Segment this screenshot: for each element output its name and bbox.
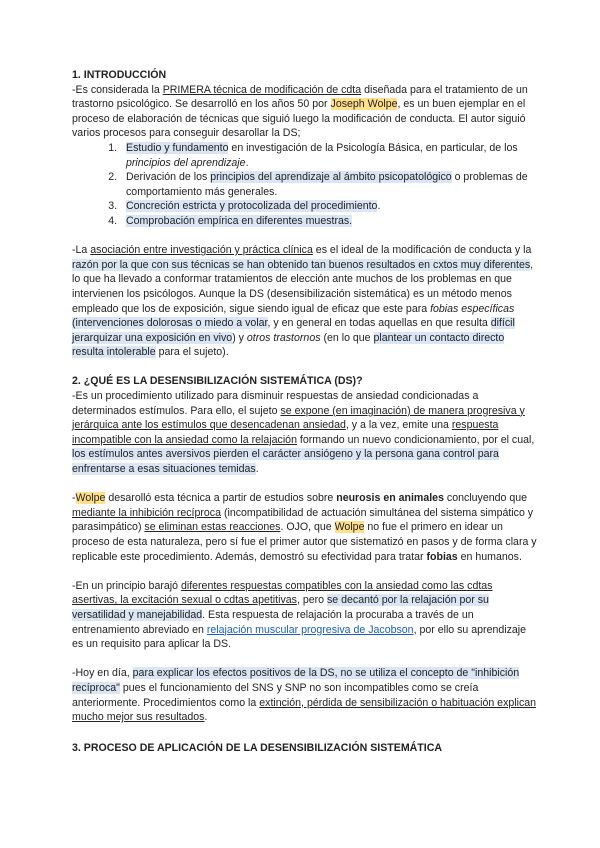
underlined-text: respuesta incompatible con la ansiedad como la relajación <box>72 419 499 446</box>
highlighted-text: Estudio y fundamento <box>126 141 229 154</box>
text: formando un nuevo condicionamiento, por el cual, <box>296 433 535 446</box>
highlighted-text: los estímulos antes aversivos pierden el carácter ansiógeno y la persona gana control para enfrentarse a esas situaciones temidas <box>72 448 499 476</box>
text: -La <box>72 244 91 257</box>
highlighted-text: Concreción estricta y protocolizada del procedimiento <box>126 200 378 213</box>
text: para el sujeto). <box>155 346 229 359</box>
text: . Esta respuesta de relajación la procuraba a través de un entrenamiento abreviado en <box>72 608 474 636</box>
paragraph <box>72 666 538 724</box>
bold-text: neurosis en animales <box>336 492 444 505</box>
highlighted-name: Wolpe <box>334 521 365 534</box>
text: en humanos. <box>457 550 522 563</box>
highlighted-name: Wolpe <box>75 492 106 505</box>
underlined-text: PRIMERA técnica de modificación de cdta <box>162 83 362 96</box>
text: en investigación de la Psicología Básica, en particular, de los <box>228 141 518 154</box>
text: , es un buen ejemplar en el proceso de elaboración de técnicas que siguió luego la modificación de conducta. El autor siguió varios procesos para conseguir desarollar la DS; <box>72 98 526 140</box>
jacobson-link[interactable]: relajación muscular progresiva de Jacobson <box>206 623 414 636</box>
underlined-text: se eliminan estas reacciones <box>144 521 281 534</box>
text: diseñada para el tratamiento de un trastorno psicológico. Se desarrolló en los años 50 por <box>72 83 528 111</box>
section-1-heading: 1. INTRODUCCIÓN <box>72 69 167 81</box>
italic-text: principios del aprendizaje <box>126 156 246 169</box>
list-item <box>120 141 538 170</box>
underlined-text: diferentes respuestas compatibles con la ansiedad como las cdtas asertivas, la excitación sexual o cdtas apetitivas <box>72 579 493 607</box>
bold-text: fobias <box>426 550 458 563</box>
paragraph <box>72 243 538 360</box>
highlighted-name: Joseph Wolpe <box>330 98 398 111</box>
underlined-text: asociación entre investigación y práctica clínica <box>90 244 313 257</box>
text: , lo que ha llevado a conformar tratamientos de elección ante muchos de los problemas en que intervienen los psicólogos. Aunque la DS (desensibilización sistemática) es un método menos empleado que los de exposición, sigue siendo igual de eficaz que este para <box>72 258 534 315</box>
paragraph <box>72 491 538 564</box>
text: pues el funcionamiento del SNS y SNP no son incompatibles como se creía anteriormente. Procedimientos como la <box>72 681 479 709</box>
intro-paragraph <box>72 83 538 141</box>
highlighted-text: principios del aprendizaje al ámbito psicopatológico <box>210 171 452 184</box>
text: no fue el primero en idear un proceso de esta naturaleza, pero sí fue el primer autor que sistematizó en pasos y de forma clara y replicable este procedimiento. Además, demostró su efectividad para tratar <box>72 521 537 563</box>
highlighted-text: difícil jerarquizar una exposición en vivo <box>72 317 515 344</box>
paragraph <box>72 579 538 652</box>
highlighted-text: razón por la que con sus técnicas se han obtenido tan buenos resultados en cxtos muy diferentes <box>72 258 531 271</box>
text: (en lo que <box>320 331 374 344</box>
text: desarolló esta técnica a partir de estudios sobre <box>105 492 337 505</box>
highlighted-text: para explicar los efectos positivos de la DS, no se utiliza el concepto de "inhibición recíproca" <box>72 667 520 694</box>
text: concluyendo que <box>443 492 528 505</box>
text: , por ello su aprendizaje es un requisito para aplicar la DS. <box>72 623 527 651</box>
text: . <box>204 711 208 724</box>
underlined-text: se expone (en imaginación) de manera progresiva y jerárquica ante los estímulos que desencadenan ansiedad <box>72 404 525 432</box>
highlighted-text: se decantó por la relajación por su versatilidad y manejabilidad <box>72 594 489 621</box>
text: , y a la vez, emite una <box>345 419 452 432</box>
text: . <box>377 200 381 213</box>
text: -Es un procedimiento utilizado para disminuir respuestas de ansiedad condicionadas a determinados estímulos. Para ello, el sujeto <box>72 390 479 417</box>
list-item <box>120 199 538 214</box>
text: , y en general en todas aquellas en que resulta <box>267 317 491 330</box>
text: ) y <box>232 331 247 344</box>
highlighted-text: Comprobación empírica en diferentes muestras. <box>126 214 353 227</box>
text: . OJO, que <box>280 521 335 534</box>
text: . <box>245 156 249 169</box>
italic-text: fobias específicas <box>430 302 515 315</box>
text: o problemas de comportamiento más generales. <box>126 171 528 198</box>
highlighted-text: (intervenciones dolorosas o miedo a volar <box>72 317 268 330</box>
paragraph <box>72 389 538 477</box>
list-item <box>120 170 538 199</box>
text: . <box>255 463 259 476</box>
text: -En un principio barajó <box>72 579 181 592</box>
underlined-text: extinción, pérdida de sensibilización o habituación explican mucho mejor sus resultados <box>72 696 537 724</box>
text: -Es considerada la <box>72 83 163 96</box>
section-3-heading: 3. PROCESO DE APLICACIÓN DE LA DESENSIBILIZACIÓN SISTEMÁTICA <box>72 741 443 754</box>
text: -Hoy en día, <box>72 667 133 680</box>
process-list <box>72 141 538 229</box>
text: , pero <box>296 594 327 607</box>
text: Derivación de los <box>126 171 211 184</box>
italic-text: otros trastornos <box>246 331 321 344</box>
text: es el ideal de la modificación de conducta y la <box>312 244 532 257</box>
text: (incompatibilidad de actuación simultánea del sistema simpático y parasimpático) <box>72 506 534 534</box>
section-2-heading: 2. ¿QUÉ ES LA DESENSIBILIZACIÓN SISTEMÁTICA (DS)? <box>72 375 363 388</box>
list-item <box>120 214 538 229</box>
highlighted-text: plantear un contacto directo resulta intolerable <box>72 331 505 359</box>
text: - <box>72 492 76 505</box>
underlined-text: mediante la inhibición recíproca <box>72 506 221 519</box>
